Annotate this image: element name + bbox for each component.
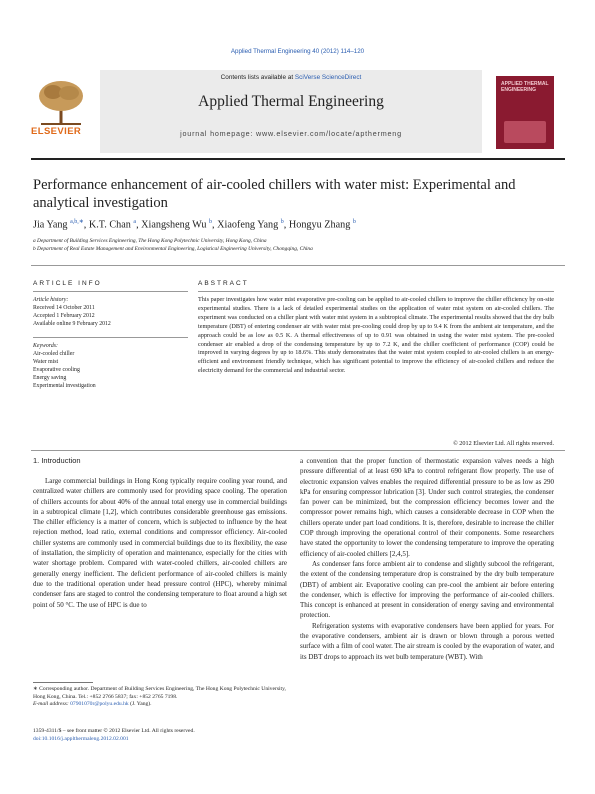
email-suffix: (J. Yang). <box>128 701 152 708</box>
issn-doi <box>33 728 333 743</box>
history-item: Received 14 October 2011 <box>33 305 95 311</box>
paragraph: As condenser fans force ambient air to condense and slightly subcool the refrigerant, the extent of the condensing temperature drop is constrained by the dry bulb temperature (DBT) of ambient air. Evaporative cooling can pre-cool the ambient air before entering the condenser, which is effective for improving the performance of air-cooled chillers. This concept is enhanced at present in consideration of energy saving and environmental protection. <box>300 559 554 620</box>
abstract-heading: ABSTRACT <box>198 280 249 287</box>
keyword: Water mist <box>33 359 59 365</box>
author-sup[interactable]: a,b,∗ <box>70 219 84 225</box>
paper-title: Performance enhancement of air-cooled chillers with water mist: Experimental and analytical investigation <box>33 177 516 211</box>
affiliation: a Department of Building Services Engineering, The Hong Kong Polytechnic University, Hong Kong, China <box>33 238 267 244</box>
journal-reference[interactable]: Applied Thermal Engineering 40 (2012) 114–120 <box>230 48 365 55</box>
footnote-rule <box>33 682 93 683</box>
email-link[interactable]: 07901070r@polyu.edu.hk <box>70 701 129 708</box>
author-sup[interactable]: b <box>280 219 284 225</box>
paragraph: Refrigeration systems with evaporative condensers have been applied for years. For the evaporative condensers, ambient air is drawn or blown through a porous wetted surface with a film of cool water. The air stream is cooled by the evaporation of water, and its DBT drops to approach its wet bulb temperature (WBT). With <box>300 621 554 661</box>
journal-homepage <box>100 129 482 138</box>
abstract-rule <box>198 291 554 292</box>
history-item: Accepted 1 February 2012 <box>33 313 95 319</box>
email-line <box>33 701 287 709</box>
history-label: Article history: <box>33 297 69 303</box>
article-info-rule <box>33 291 188 292</box>
elsevier-tree-logo <box>31 78 91 128</box>
doi-link[interactable]: doi:10.1016/j.applthermaleng.2012.02.001 <box>33 735 129 742</box>
journal-header-banner <box>100 70 482 153</box>
contents-line <box>100 74 482 81</box>
journal-cover-thumbnail[interactable] <box>496 76 554 149</box>
homepage-prefix: journal homepage: <box>180 129 257 138</box>
body-column-right <box>300 456 554 662</box>
keyword: Experimental investigation <box>33 383 96 389</box>
email-label: E-mail address: <box>33 701 71 708</box>
corresponding-text: ∗ Corresponding author. Department of Building Services Engineering, The Hong Kong Polytechnic University, Hong Kong, China. Tel.: +852 2766 5837; fax: +852 2765 7198. <box>33 686 286 700</box>
keyword: Evaporative cooling <box>33 367 80 373</box>
history-item: Available online 9 February 2012 <box>33 321 111 327</box>
abstract-copyright: © 2012 Elsevier Ltd. All rights reserved. <box>453 440 554 447</box>
author-name[interactable]: Xiaofeng Yang <box>217 219 279 231</box>
author-list: Jia Yang $^{a,b,∗}$, K.T. Chan $^a$, Xiangsheng Wu $^b$, Xiaofeng Yang $^b$, Hongyu Zhang $^b$ <box>33 219 356 231</box>
article-history <box>33 296 188 328</box>
author-sup[interactable]: a <box>133 219 137 225</box>
abstract-bottom-rule <box>31 450 565 451</box>
section-rule <box>31 265 565 266</box>
homepage-url[interactable]: www.elsevier.com/locate/apthermeng <box>256 129 402 138</box>
keywords-label: Keywords: <box>33 343 58 349</box>
author-sup[interactable]: b <box>352 219 356 225</box>
keyword: Energy saving <box>33 375 67 381</box>
cover-title: APPLIED THERMAL ENGINEERING <box>501 81 549 93</box>
author-name[interactable]: Hongyu Zhang <box>288 219 351 231</box>
section-heading-introduction: 1. Introduction <box>33 456 81 465</box>
author-name[interactable]: Jia Yang <box>33 219 68 231</box>
contents-prefix: Contents lists available at <box>220 74 295 81</box>
info-divider <box>33 337 188 338</box>
keyword: Air-cooled chiller <box>33 351 75 357</box>
journal-title: Applied Thermal Engineering <box>198 93 384 110</box>
header-rule <box>31 158 565 160</box>
corresponding-author-footnote <box>33 686 287 709</box>
cover-artwork <box>504 121 546 143</box>
affiliation: b Department of Real Estate Management and Environmental Engineering, Logistical Engineering University, Chongqing, China <box>33 246 313 252</box>
sciencedirect-link[interactable]: SciVerse ScienceDirect <box>294 74 362 81</box>
issn-line: 1359-4311/$ – see front matter © 2012 Elsevier Ltd. All rights reserved. <box>33 728 195 734</box>
article-info-heading: ARTICLE INFO <box>33 280 102 287</box>
body-column-left <box>33 476 287 610</box>
elsevier-wordmark: ELSEVIER <box>31 126 82 137</box>
author-name[interactable]: K.T. Chan <box>88 219 131 231</box>
abstract-text: This paper investigates how water mist evaporative pre-cooling can be applied to air-cooled chillers to improve the chiller efficiency by on-site experimental studies. There is a lack of detailed experimental studies on the application of water mist system on air-cooled chillers. The experiment was conducted on a chiller plant with water mist system in a subtropical climate. The experimental results showed that the dry bulb temperature (DBT) of entering condenser air with water mist pre-cooling could drop by up to 9.4 K from the ambient air temperature, and the approach could be as low as 0.5 K. A thermal effectiveness of up to 0.91 was obtained in using the water mist system. The pre-cooled condenser air enabled a drop of the condensing temperature by up to 7.2 K, and the chiller coefficient of performance (COP) could be improved in varying degrees by up to 18.6%. This study demonstrates that the water mist system coupled to air-cooled chillers is an energy-efficient and environment friendly technique, which has significant potential to improve the efficiency of air-cooled chillers and reduce the electricity demand for the commercial and industrial sector. <box>198 296 554 375</box>
author-name[interactable]: Xiangsheng Wu <box>141 219 207 231</box>
keywords <box>33 342 188 390</box>
author-sup[interactable]: b <box>209 219 213 225</box>
paragraph: a convention that the proper function of thermostatic expansion valves needs a high pressure differential of at least 690 kPa to control refrigerant flow properly. The use of electronic expansion valves enables the required differential pressure to be as low as 290 kPa for ensuring compressor lubrication [3]. Under such control strategies, the condenser fan power can be minimized, but the compression efficiency becomes lower and the compressor power remains high, which causes a considerable decrease in COP when the chillers operate under part load conditions. It is, therefore, desirable to increase the chiller COP through improving the operational control of their components. Some researchers have stated the opportunity to lower the condensing temperature to improve the operating efficiency of air-cooled chillers [2,4,5]. <box>300 457 554 558</box>
paragraph: Large commercial buildings in Hong Kong typically require cooling year round, and centralized water chillers are commonly used for providing space cooling. The operation of chillers accounts for about 40% of the annual total energy use in commercial buildings in a subtropical climate [1,2], which contributes considerable greenhouse gas emissions. The chiller efficiency is a matter of concern, which is subjected to influence by the heat rejection method, load ratio, external conditions and compressor efficiency. Air-cooled chiller systems are commonly used in commercial buildings due to its flexibility, the ease of installation, the simplicity of operation and maintenance, especially for the cities with water shortage problem. Compared with water-cooled chillers, air-cooled chillers are generally energy inefficient. The deficient performance of air-cooled chillers is mainly due to the traditional operation under head pressure control (HPC), whereby minimal condenser fans are staged to control the condensing temperature to float around a high set point of 50 °C. The use of HPC is due to <box>33 477 287 609</box>
